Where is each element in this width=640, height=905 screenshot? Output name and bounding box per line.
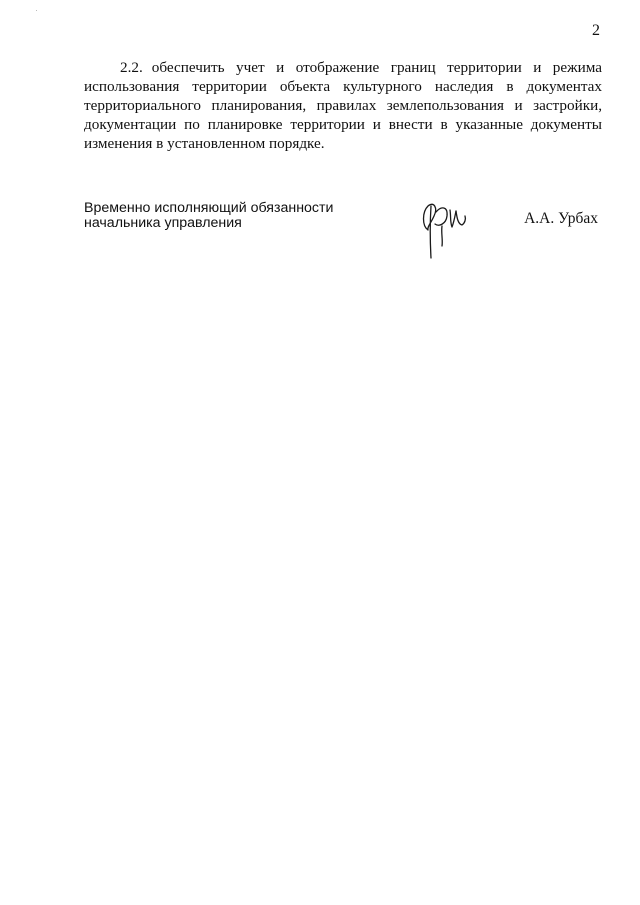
clause-line-1 [84, 58, 602, 77]
clause-line-text: обеспечить учет и отображение границ территории и режима [151, 59, 602, 76]
signatory-position [84, 201, 364, 231]
clause-line-2: использования территории объекта культурного наследия в документах [84, 78, 602, 95]
clause-line-4: документации по планировке территории и внести в указанные документы [84, 116, 602, 133]
signatory-name: А.А. Урбах [524, 210, 598, 227]
signatory-position-line-2: начальника управления [84, 215, 242, 231]
clause-line-3: территориального планирования, правилах землепользования и застройки, [84, 97, 602, 114]
clause-paragraph [84, 58, 602, 153]
clause-line-5: изменения в установленном порядке. [84, 135, 325, 152]
handwritten-signature [414, 196, 484, 266]
clause-number: 2.2. [120, 59, 143, 76]
page-number: 2 [592, 22, 600, 39]
scan-artifact [36, 10, 37, 11]
signatory-position-line-1: Временно исполняющий обязанности [84, 200, 334, 216]
